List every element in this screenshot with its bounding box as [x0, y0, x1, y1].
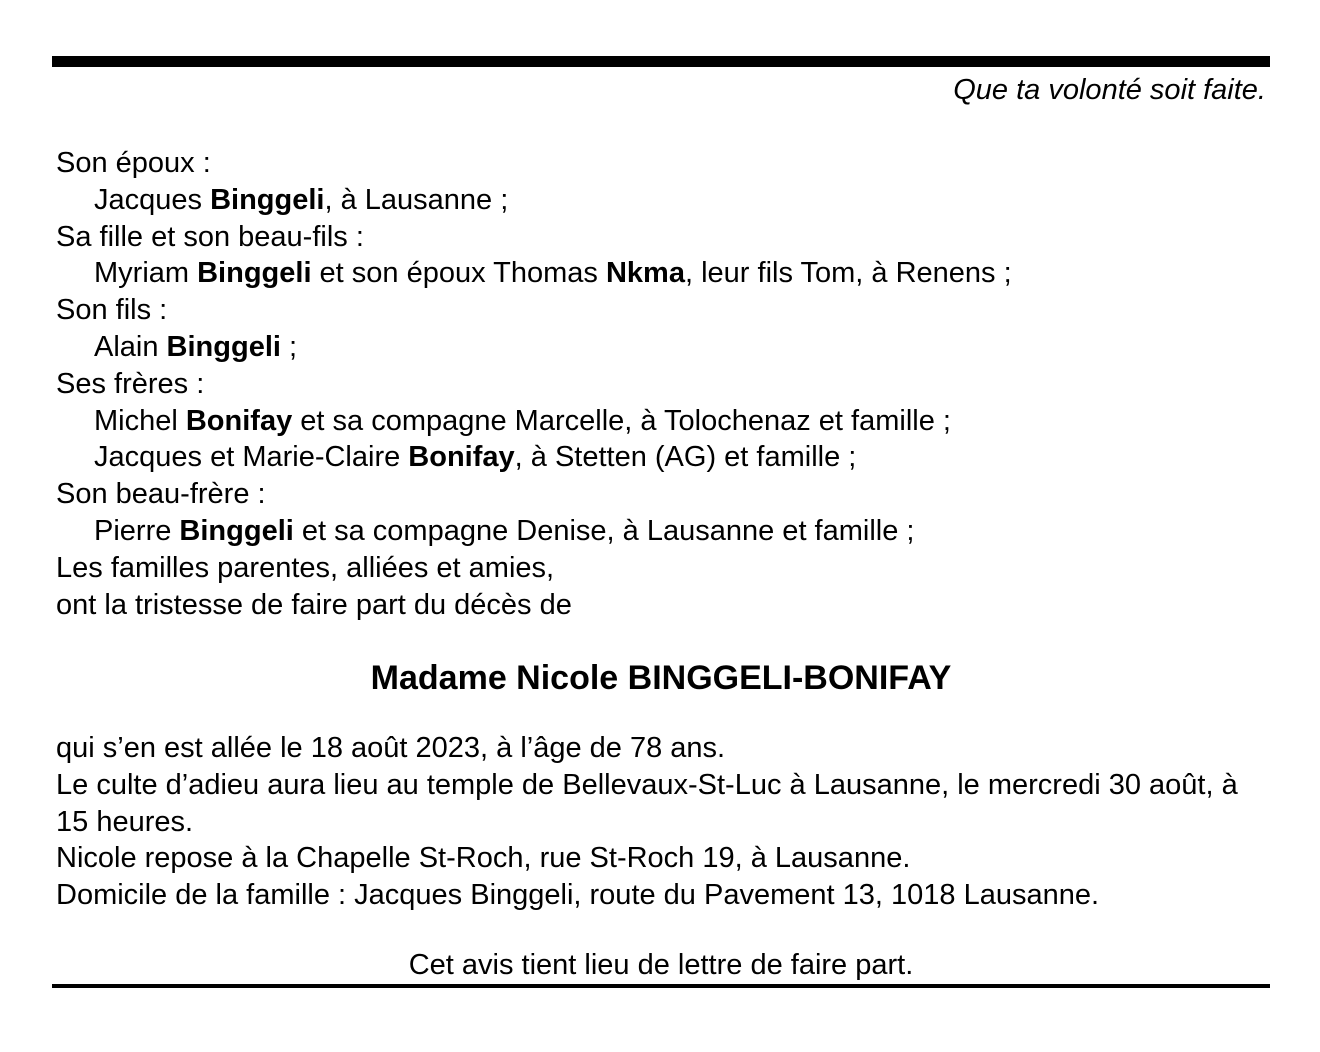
- family-member: Jacques et Marie-Claire Bonifay, à Stetten (AG) et famille ;: [94, 441, 857, 474]
- bottom-rule: [52, 984, 1270, 988]
- announcement-line: ont la tristesse de faire part du décès de: [56, 588, 572, 621]
- passing-date: qui s’en est allée le 18 août 2023, à l’âge de 78 ans.: [56, 732, 726, 764]
- service-info: Le culte d’adieu aura lieu au temple de Bellevaux-St-Luc à Lausanne, le mercredi 30 août, à 15 heures.: [56, 768, 1238, 838]
- closing-note: Cet avis tient lieu de lettre de faire part.: [408, 949, 914, 981]
- family-label-son: Son fils :: [56, 294, 168, 327]
- deceased-name: Madame Nicole BINGGELI-BONIFAY: [370, 659, 952, 697]
- rest-location: Nicole repose à la Chapelle St-Roch, rue St-Roch 19, à Lausanne.: [56, 842, 911, 875]
- family-label-brothers: Ses frères :: [56, 367, 205, 400]
- family-member: Pierre Binggeli et sa compagne Denise, à Lausanne et famille ;: [94, 514, 915, 547]
- family-member: Jacques Binggeli, à Lausanne ;: [94, 183, 509, 216]
- family-member: Alain Binggeli ;: [94, 330, 298, 363]
- family-label-spouse: Son époux :: [56, 147, 211, 179]
- details-block: [56, 730, 1268, 914]
- epigraph: Que ta volonté soit faite.: [953, 74, 1266, 106]
- family-domicile: Domicile de la famille : Jacques Binggeli, route du Pavement 13, 1018 Lausanne.: [56, 879, 1100, 912]
- family-member: Michel Bonifay et sa compagne Marcelle, à Tolochenaz et famille ;: [94, 404, 951, 437]
- family-list: [56, 145, 1266, 623]
- family-label-brother-in-law: Son beau-frère :: [56, 478, 266, 511]
- family-label-daughter: Sa fille et son beau-fils :: [56, 220, 364, 253]
- family-member: Myriam Binggeli et son époux Thomas Nkma, leur fils Tom, à Renens ;: [94, 257, 1012, 290]
- extended-family-line: Les familles parentes, alliées et amies,: [56, 551, 555, 584]
- top-rule: [52, 56, 1270, 67]
